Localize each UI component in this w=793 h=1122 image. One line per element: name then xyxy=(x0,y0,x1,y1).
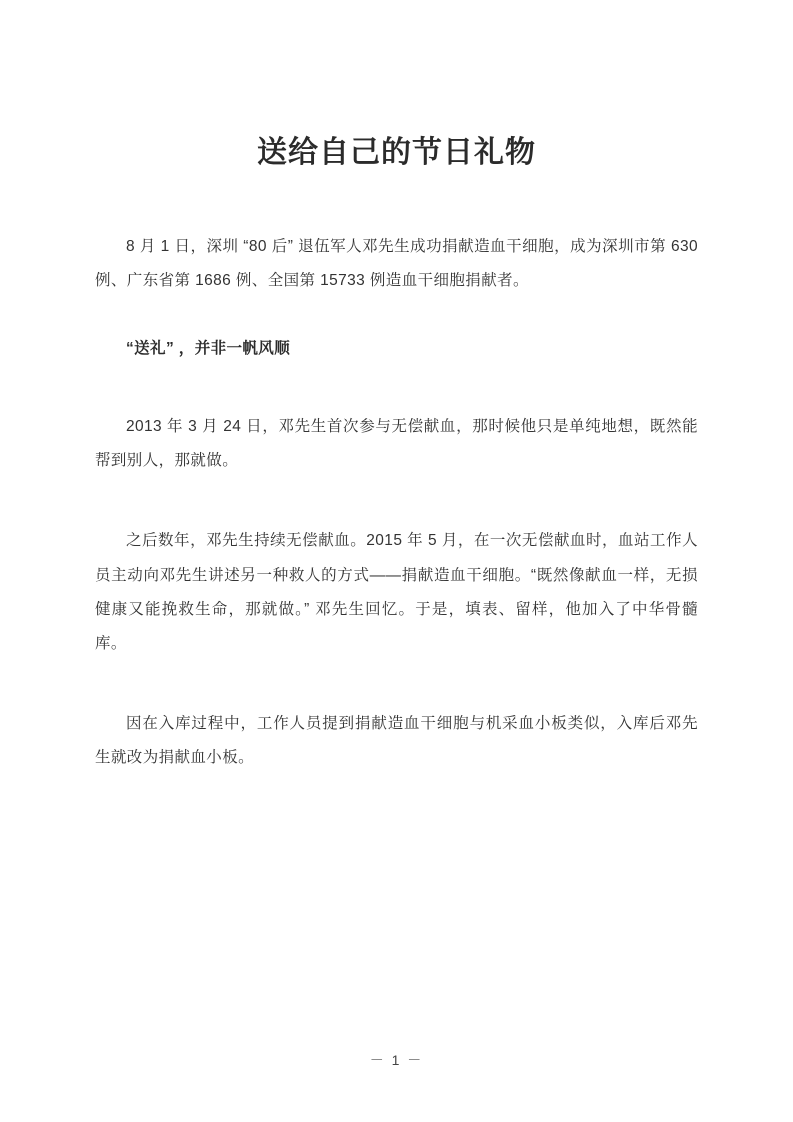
section-subheading: “送礼” ，并非一帆风顺 xyxy=(126,340,291,358)
paragraph-platelet: 因在入库过程中，工作人员提到捐献造血干细胞与机采血小板类似，入库后邓先生就改为捐献血小板。 xyxy=(95,714,698,766)
paragraph-2013: 2013 年 3 月 24 日，邓先生首次参与无偿献血，那时候他只是单纯地想，既然能帮到别人，那就做。 xyxy=(95,418,698,470)
paragraph-intro: 8 月 1 日，深圳 “80 后” 退伍军人邓先生成功捐献造血干细胞，成为深圳市第 630 例、广东省第 1686 例、全国第 15733 例造血干细胞捐献者。 xyxy=(95,238,698,290)
document-body xyxy=(95,230,698,775)
paragraph-2015: 之后数年，邓先生持续无偿献血。2015 年 5 月，在一次无偿献血时，血站工作人员主动向邓先生讲述另一种救人的方式——捐献造血干细胞。“既然像献血一样，无损健康又能挽救生命，那就做。” 邓先生回忆。于是，填表、留样，他加入了中华骨髓库。 xyxy=(95,532,698,652)
page-footer: － 1 － xyxy=(369,1052,424,1068)
page-title: 送给自己的节日礼物 xyxy=(257,136,536,169)
